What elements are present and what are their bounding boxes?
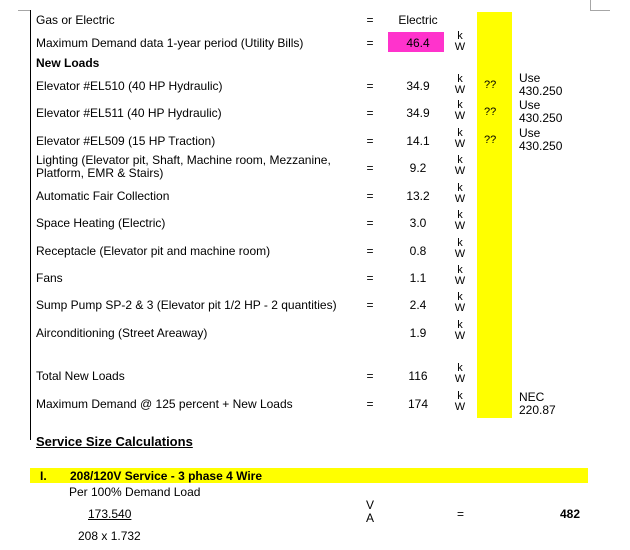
max-demand-value: 46.4: [406, 36, 430, 50]
fans-value: 1.1: [409, 271, 427, 285]
crop-mark-top-right-h: [590, 10, 610, 11]
heating-value: 3.0: [409, 216, 427, 230]
afc-value: 13.2: [406, 189, 430, 203]
heating-eq: =: [366, 216, 374, 230]
crop-mark-top-left-h: [18, 10, 30, 11]
max-demand-125-note: NEC 220.87: [519, 390, 556, 417]
el510-value: 34.9: [406, 79, 430, 93]
afc-eq: =: [366, 189, 374, 203]
source-value: Electric: [398, 13, 438, 27]
service-unit-va: V A: [365, 498, 374, 525]
receptacle-unit: k W: [454, 237, 466, 260]
el509-label: Elevator #EL509 (15 HP Traction): [36, 134, 216, 148]
lighting-label: Lighting (Elevator pit, Shaft, Machine room, Mezzanine, Platform, EMR & Stairs): [36, 153, 331, 180]
el511-note: Use 430.250: [519, 98, 563, 125]
service-denominator: 208 x 1.732: [78, 529, 141, 543]
max-demand-label: Maximum Demand data 1-year period (Utility Bills): [36, 36, 304, 50]
sump-label: Sump Pump SP-2 & 3 (Elevator pit 1/2 HP - 2 quantities): [36, 298, 337, 312]
el509-eq: =: [366, 134, 374, 148]
source-eq: =: [366, 13, 374, 27]
aircon-value: 1.9: [409, 326, 427, 340]
el510-query: ??: [484, 79, 497, 91]
el509-value: 14.1: [406, 134, 430, 148]
el510-eq: =: [366, 79, 374, 93]
el510-unit: k W: [454, 73, 466, 96]
fans-unit: k W: [454, 264, 466, 287]
total-label: Total New Loads: [36, 369, 125, 383]
el509-note: Use 430.250: [519, 126, 563, 153]
el509-query: ??: [484, 134, 497, 146]
el510-note: Use 430.250: [519, 71, 563, 98]
total-eq: =: [366, 369, 374, 383]
el510-label: Elevator #EL510 (40 HP Hydraulic): [36, 79, 223, 93]
max-demand-eq: =: [366, 36, 374, 50]
el511-eq: =: [366, 106, 374, 120]
el511-value: 34.9: [406, 106, 430, 120]
max-demand-unit: k W: [454, 30, 466, 53]
sump-eq: =: [366, 298, 374, 312]
el509-unit: k W: [454, 127, 466, 150]
fans-label: Fans: [36, 271, 63, 285]
max-demand-125-unit: k W: [454, 390, 466, 413]
highlight-column: [477, 12, 512, 418]
sump-value: 2.4: [409, 298, 427, 312]
lighting-unit: k W: [454, 154, 466, 177]
el511-label: Elevator #EL511 (40 HP Hydraulic): [36, 106, 222, 120]
heating-label: Space Heating (Electric): [36, 216, 166, 230]
total-unit: k W: [454, 362, 466, 385]
service-heading: Service Size Calculations: [36, 434, 193, 449]
service-item-number: I.: [40, 469, 47, 483]
aircon-label: Airconditioning (Street Areaway): [36, 326, 208, 340]
afc-unit: k W: [454, 182, 466, 205]
total-value: 116: [408, 369, 428, 383]
max-demand-125-label: Maximum Demand @ 125 percent + New Loads: [36, 397, 293, 411]
lighting-eq: =: [366, 161, 374, 175]
afc-label: Automatic Fair Collection: [36, 189, 170, 203]
service-sub-label: Per 100% Demand Load: [69, 485, 201, 499]
sump-unit: k W: [454, 291, 466, 314]
new-loads-heading: New Loads: [36, 56, 100, 70]
heating-unit: k W: [454, 209, 466, 232]
el511-unit: k W: [454, 99, 466, 122]
service-item-title: 208/120V Service - 3 phase 4 Wire: [70, 469, 263, 483]
max-demand-125-eq: =: [366, 397, 374, 411]
service-numerator: 173.540: [88, 507, 132, 521]
crop-mark-top-right-v: [590, 0, 591, 10]
receptacle-eq: =: [366, 244, 374, 258]
receptacle-value: 0.8: [409, 244, 427, 258]
margin-line: [30, 10, 31, 440]
aircon-unit: k W: [454, 319, 466, 342]
max-demand-125-value: 174: [407, 397, 429, 411]
receptacle-label: Receptacle (Elevator pit and machine room): [36, 244, 271, 258]
source-label: Gas or Electric: [36, 13, 115, 27]
lighting-value: 9.2: [409, 161, 427, 175]
service-eq: =: [457, 507, 465, 521]
service-result: 482: [560, 507, 581, 521]
fans-eq: =: [366, 271, 374, 285]
el511-query: ??: [484, 106, 497, 118]
